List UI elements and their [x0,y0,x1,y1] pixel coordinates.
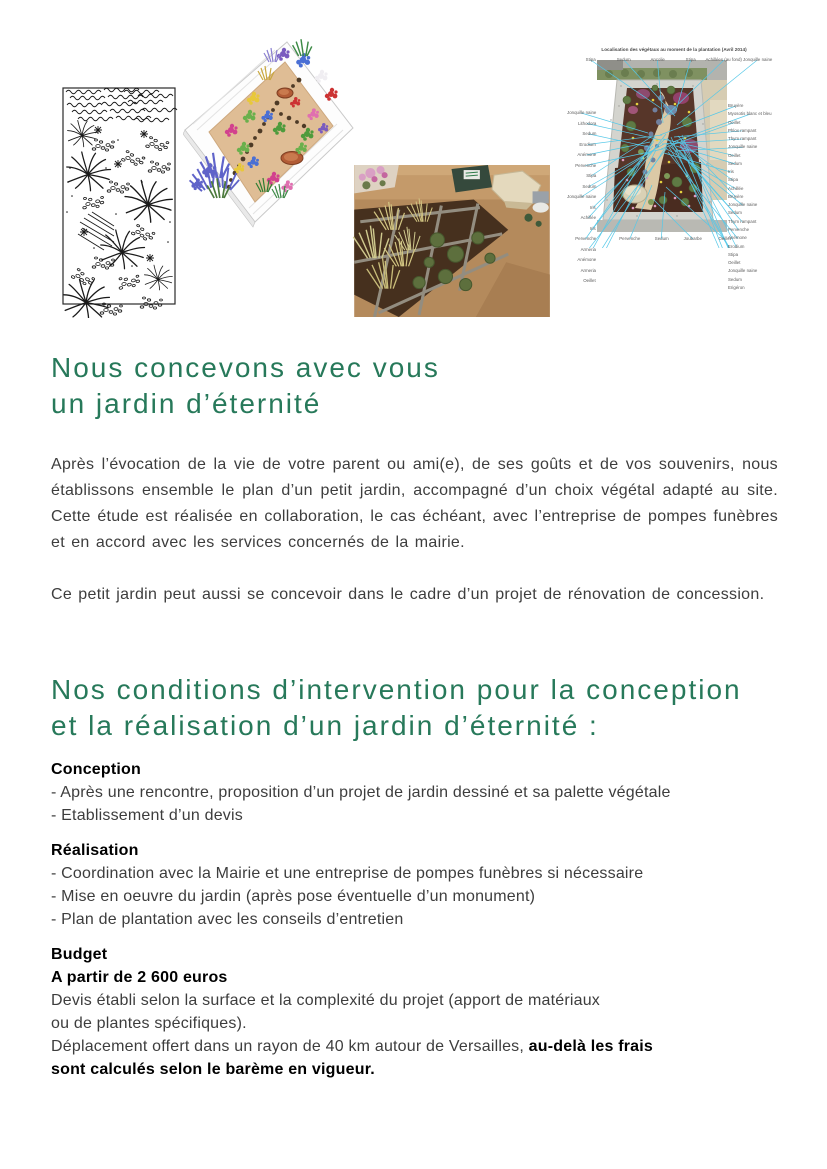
plan-title: Localisation des végétaux au moment de la plantation (Avril 2014) [601,47,747,53]
hero-image-strip [0,0,827,340]
plant-label: Oeillet [718,236,731,242]
plant-label: Pervenche [619,236,641,242]
plant-label: Myosotis blanc et bleu [728,111,772,117]
section1-heading [51,350,778,422]
plant-label: Anémone [577,257,596,263]
garden-illustration-image [183,38,355,228]
plant-label: Sedum [728,276,742,282]
planting-photo-drawing [352,165,552,317]
plant-label: Thym rampant [728,136,757,142]
plant-label: Lithodora [577,120,596,126]
realisation-item: - Mise en oeuvre du jardin (après pose éventuelle d’un monument) [51,888,536,905]
budget-line-3-regular: Déplacement offert dans un rayon de 40 km autour de Versailles, [51,1038,529,1055]
plant-label: Anémone [728,235,747,241]
plant-label: Jonquille naine [728,144,758,150]
plant-label: Sedum [582,131,596,137]
plant-label: Achillée [728,185,744,191]
realisation-item: - Coordination avec la Mairie et une entreprise de pompes funèbres si nécessaire [51,865,644,882]
plan-top-labels [574,55,774,65]
plant-label: Pervenche [574,162,596,168]
plant-label: Sedum [728,210,742,216]
plant-label: Stipa [585,173,596,179]
intro-paragraph: Après l’évocation de la vie de votre parent ou ami(e), de ses goûts et de vos souvenirs, nous établissons ensemble le plan d’un petit jardin, accompagné d’un choix végétal adapté au site. Cette étude est réalisée en collaboration, le cas échéant, avec l’entreprise de pompes funèbres et en accord avec les services concernés de la mairie. [51,456,778,551]
plant-label: Thym rampant [728,218,757,224]
plant-label: Pervenche [574,236,596,242]
plant-label: Ancolie [650,57,665,63]
plan-left-labels [557,108,596,286]
realisation-section [51,839,778,931]
garden-sketch-drawing [58,72,182,318]
plant-label: Bruyère [728,103,744,109]
plant-label: Bruyère [728,194,744,200]
conception-items [51,781,778,827]
plant-label: Jonquille naine [728,268,758,274]
garden-sketch-image [58,72,182,318]
plant-label: Erodium [728,243,745,249]
plant-label: Iris [590,204,596,210]
plant-label: Iris [728,169,734,175]
plant-label: Achillées (au fond) [705,57,743,63]
plant-label: Achillée [580,215,596,221]
annotated-plan-image [556,46,792,291]
plant-label: Jonquille naine [566,110,596,116]
plant-label: Sedum [728,161,742,167]
plant-label: Anémone [577,152,596,158]
plan-bottom-labels [614,234,740,244]
plant-label: Erodium [579,141,596,147]
plant-label: Oeillet [583,278,596,284]
budget-line-3 [51,1035,778,1058]
heading-line-1: Nos conditions d’intervention pour la conception [51,674,742,705]
plant-label: Armeria [580,246,596,252]
plant-label: Jonquille naine [566,194,596,200]
plant-label: Jonquille naine [742,57,772,63]
plant-label: Jonquille naine [728,202,758,208]
budget-line-4: sont calculés selon le barème en vigueur. [51,1061,375,1078]
budget-title: Budget [51,946,108,963]
budget-line-2: ou de plantes spécifiques). [51,1015,247,1032]
budget-price: A partir de 2 600 euros [51,969,228,986]
plant-label: Sedum [582,183,596,189]
plant-label: Sedum [617,57,631,63]
plant-label: Erigéron [728,285,745,291]
plant-label: Oeillet [728,152,741,158]
plant-label: Stipa [685,57,696,63]
garden-illustration-drawing [183,38,355,228]
planting-photo-image [352,165,552,317]
realisation-title: Réalisation [51,842,139,859]
realisation-item: - Plan de plantation avec les conseils d’entretien [51,911,404,928]
budget-section [51,943,778,1081]
heading-line-2: un jardin d’éternité [51,388,322,419]
conception-item: - Après une rencontre, proposition d’un projet de jardin dessiné et sa palette végétale [51,784,671,801]
plant-label: Oeillet [728,119,741,125]
plant-label: Pervenche [728,227,750,233]
conception-section [51,758,778,827]
section2-heading [51,672,778,744]
plant-label: Oeillet [728,260,741,266]
plant-label: Phlox rampant [728,128,757,133]
page-content [51,350,778,1081]
plant-label: Iris [590,225,596,231]
plan-right-labels [728,102,790,292]
renovation-paragraph: Ce petit jardin peut aussi se concevoir dans le cadre d’un projet de rénovation de concession. [51,586,765,603]
plant-label: Joubarbe [683,236,702,242]
plant-label: Stipa [585,57,596,63]
conception-item: - Etablissement d’un devis [51,807,243,824]
plant-label: Stipa [728,177,739,183]
budget-line-1: Devis établi selon la surface et la complexité du projet (apport de matériaux [51,992,601,1009]
heading-line-1: Nous concevons avec vous [51,352,440,383]
heading-line-2: et la réalisation d’un jardin d’éternité : [51,710,599,741]
conception-title: Conception [51,761,141,778]
plant-label: Sedum [654,236,669,242]
plant-label: Armeria [580,267,596,273]
plant-label: Stipa [728,252,739,257]
budget-line-3-bold: au-delà les frais [528,1038,654,1055]
realisation-items [51,862,778,931]
